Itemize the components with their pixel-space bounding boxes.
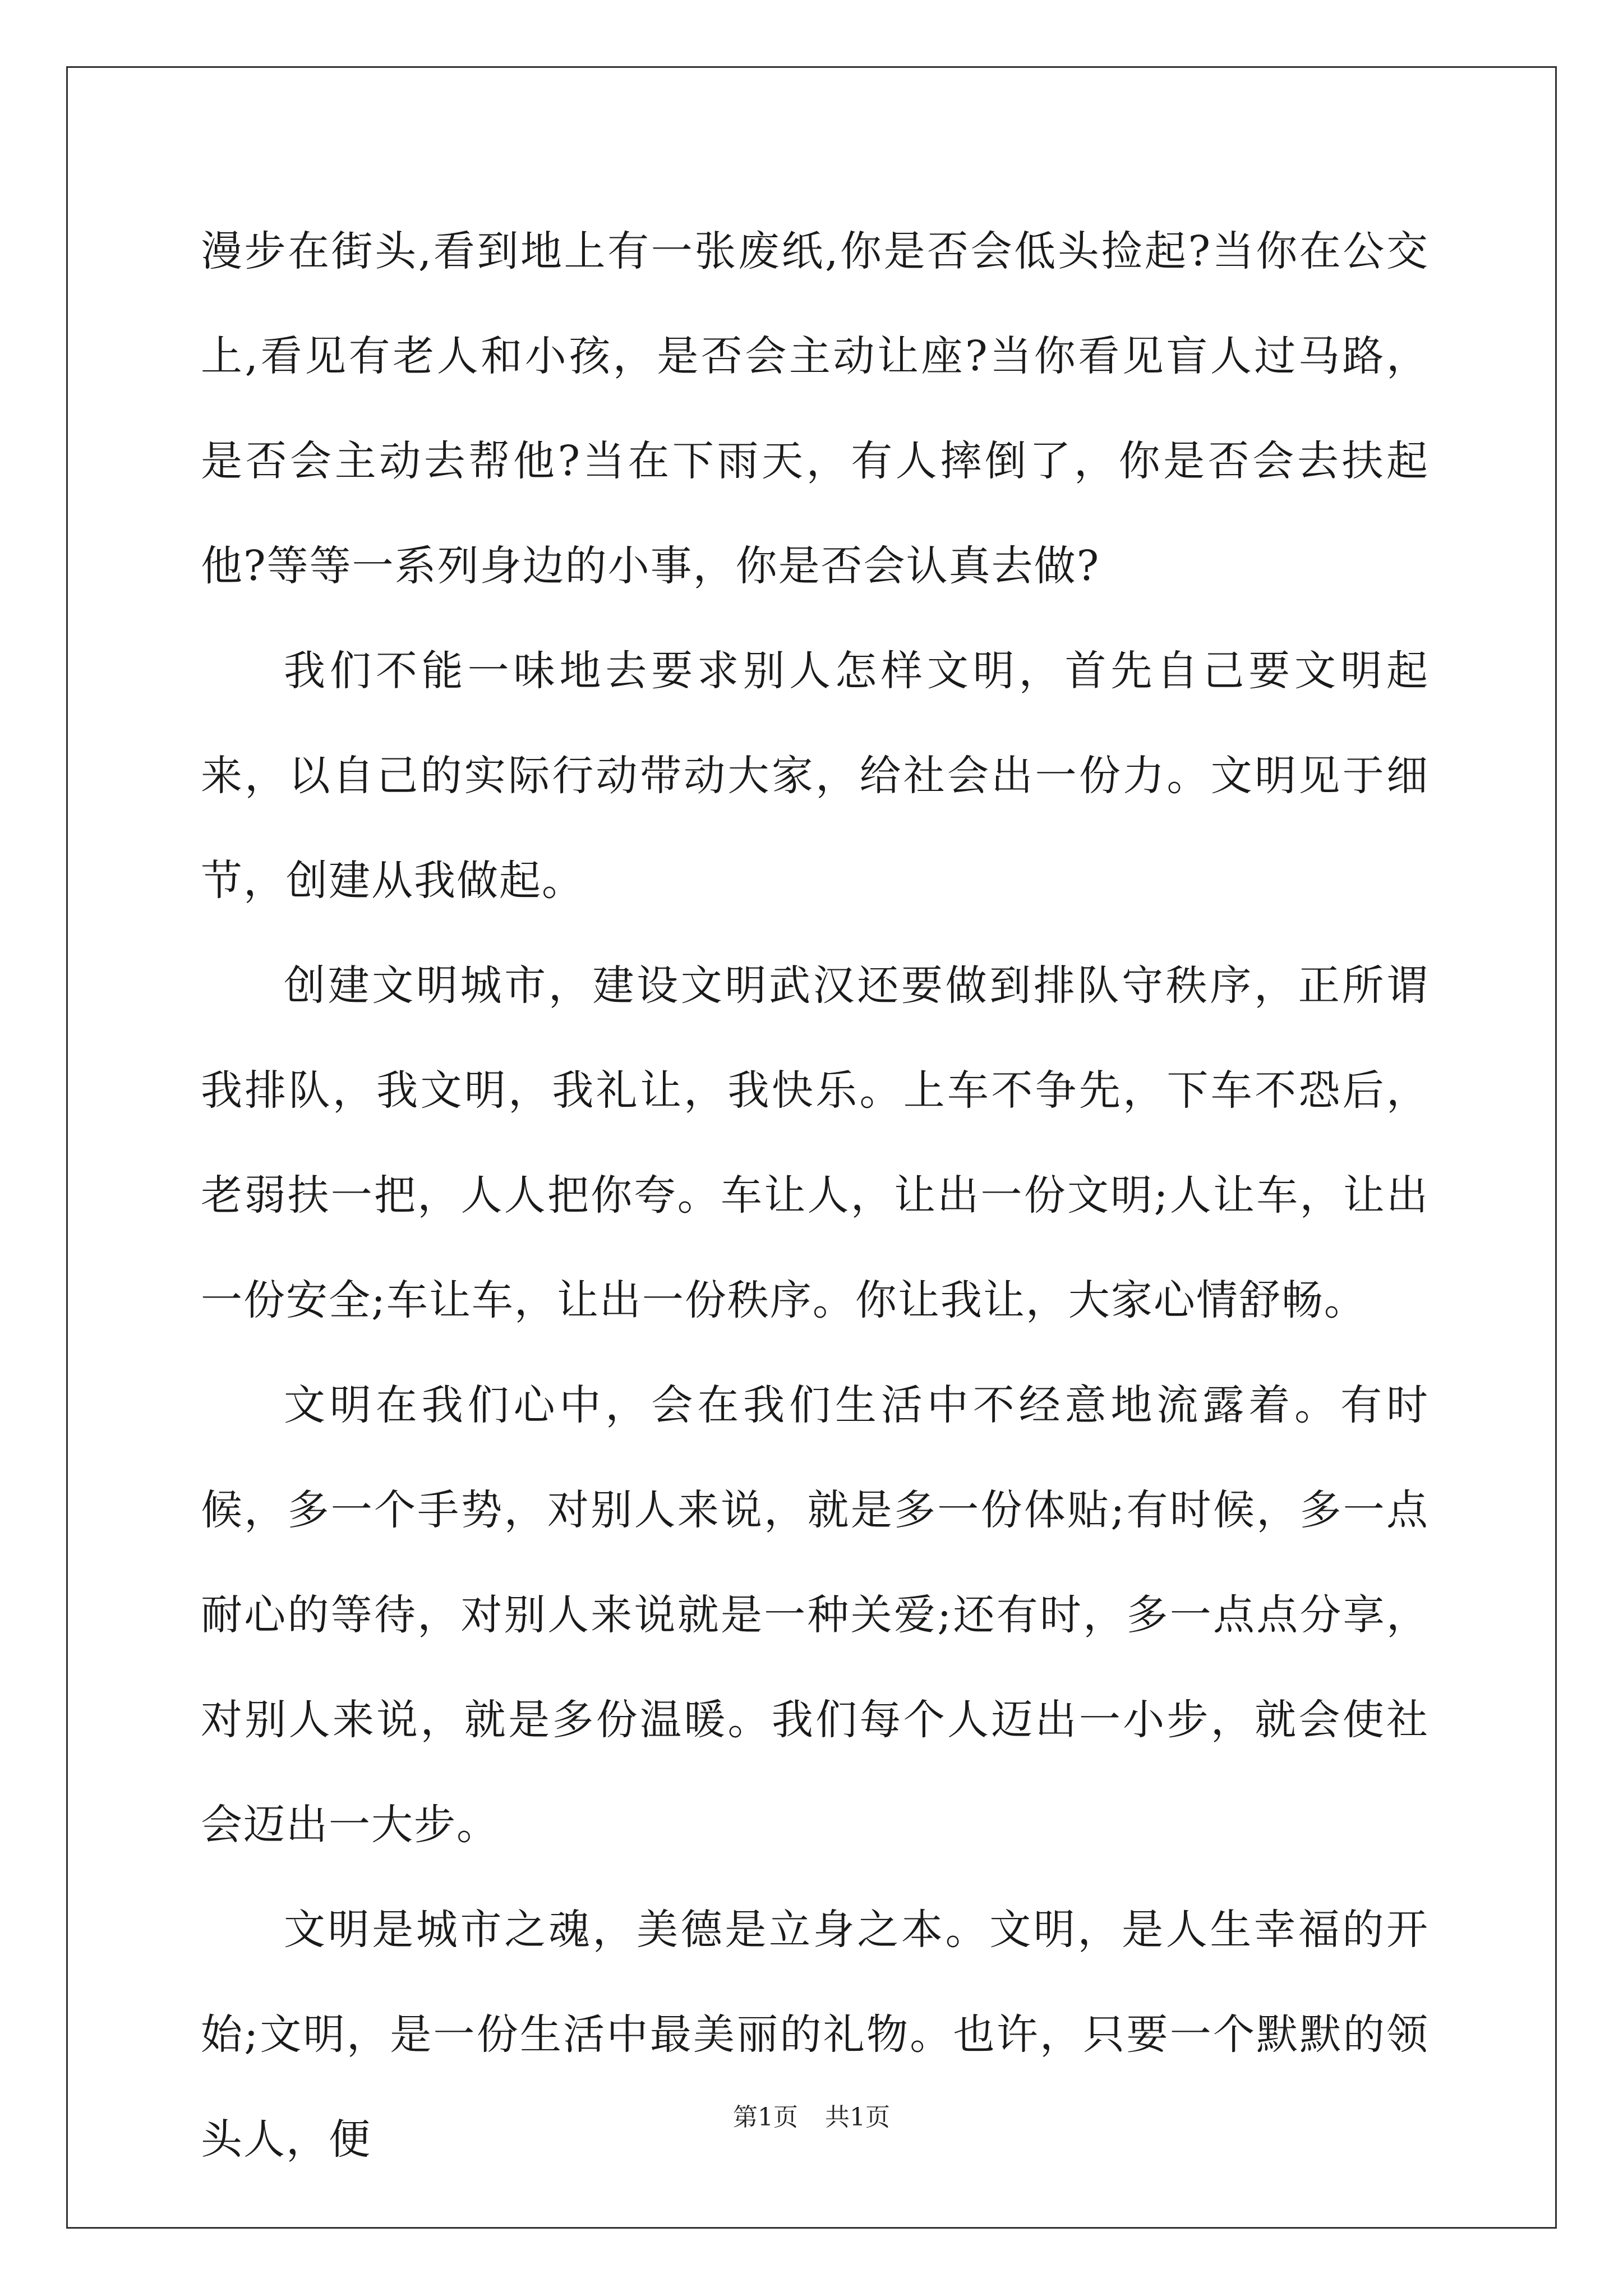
paragraph-4: 文明在我们心中，会在我们生活中不经意地流露着。有时候，多一个手势，对别人来说，就是多一份体贴;有时候，多一点耐心的等待，对别人来说就是一种关爱;还有时，多一点点分享，对别人来说，就是多份温暖。我们每个人迈出一小步，就会使社会迈出一大步。 [201,1381,1429,1849]
paragraph-1: 漫步在街头,看到地上有一张废纸,你是否会低头捡起?当你在公交上,看见有老人和小孩，是否会主动让座?当你看见盲人过马路，是否会主动去帮他?当在下雨天，有人摔倒了，你是否会去扶起他?等等一系列身边的小事，你是否会认真去做? [201,227,1429,590]
paragraph-5: 文明是城市之魂，美德是立身之本。文明，是人生幸福的开始;文明，是一份生活中最美丽的礼物。也许，只要一个默默的领头人，便 [201,1906,1429,2164]
page-number: 第1页 [733,2103,798,2132]
paragraph-3: 创建文明城市，建设文明武汉还要做到排队守秩序，正所谓我排队，我文明，我礼让，我快乐。上车不争先，下车不恐后，老弱扶一把，人人把你夸。车让人，让出一份文明;人让车，让出一份安全;车让车，让出一份秩序。你让我让，大家心情舒畅。 [201,961,1429,1324]
page-total: 共1页 [825,2103,890,2132]
paragraph-2: 我们不能一味地去要求别人怎样文明，首先自己要文明起来，以自己的实际行动带动大家，给社会出一份力。文明见于细节，创建从我做起。 [201,647,1429,905]
document-body [201,199,1429,2192]
page-footer [0,2101,1623,2134]
